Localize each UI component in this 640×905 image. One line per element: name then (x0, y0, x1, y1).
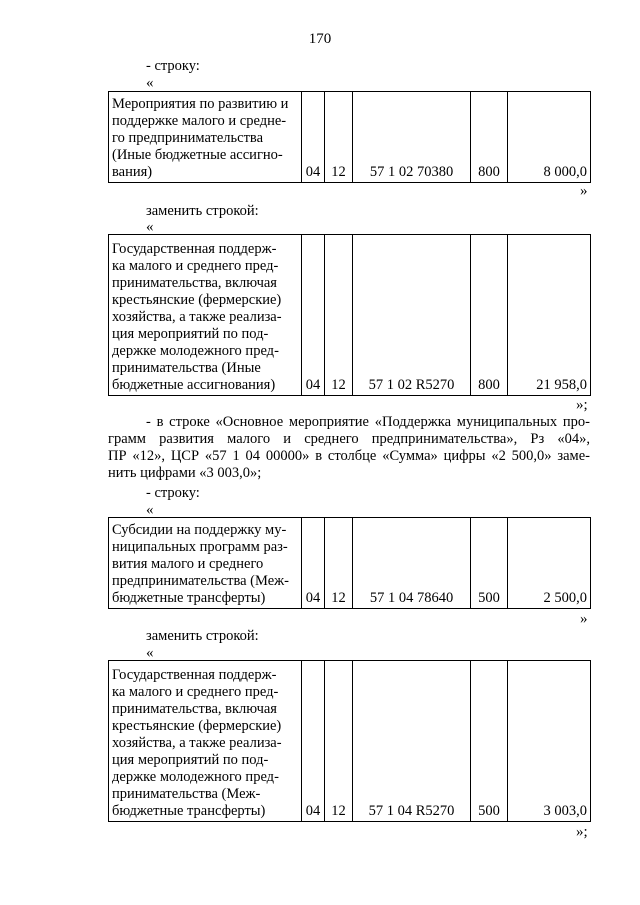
cell-vr: 500 (471, 518, 508, 609)
cell-csr: 57 1 02 70380 (353, 92, 471, 183)
cell-rz: 04 (302, 92, 325, 183)
cell-pr: 12 (325, 235, 353, 396)
replace-label: заменить строкой: (146, 203, 259, 219)
paragraph-line: нить цифрами «3 003,0»; (108, 465, 262, 481)
amendment-paragraph (108, 414, 590, 482)
replace-label: заменить строкой: (146, 628, 259, 644)
cell-pr: 12 (325, 661, 353, 822)
quote-open: « (146, 75, 154, 91)
cell-pr: 12 (325, 92, 353, 183)
budget-row-table-3 (108, 517, 591, 609)
budget-row-table-2 (108, 234, 591, 396)
cell-rz: 04 (302, 661, 325, 822)
cell-sum: 21 958,0 (508, 235, 591, 396)
row-description: Государственная поддерж- ка малого и среднего пред- принимательства, включая крестьянские (фермерские) хозяйства, а также реализа- ция мероприятий по под- держке молодежного пред- принимательства (Иные бюджетные ассигнования) (109, 235, 302, 396)
cell-sum: 2 500,0 (508, 518, 591, 609)
cell-sum: 3 003,0 (508, 661, 591, 822)
paragraph-line: - в строке «Основное мероприятие «Поддержка муниципальных про- (146, 414, 590, 430)
row-description: Государственная поддерж- ка малого и среднего пред- принимательства, включая крестьянские (фермерские) хозяйства, а также реализа- ция мероприятий по под- держке молодежного пред- принимательства (Меж- бюджетные трансферты) (109, 661, 302, 822)
quote-close: »; (576, 824, 588, 840)
row-description: Субсидии на поддержку му- ниципальных программ раз- вития малого и среднего предпринимательства (Меж- бюджетные трансферты) (109, 518, 302, 609)
cell-pr: 12 (325, 518, 353, 609)
quote-open: « (146, 502, 154, 518)
cell-vr: 800 (471, 235, 508, 396)
paragraph-line: ПР «12», ЦСР «57 1 04 00000» в столбце «Сумма» цифры «2 500,0» заме- (108, 448, 590, 464)
cell-rz: 04 (302, 518, 325, 609)
cell-vr: 500 (471, 661, 508, 822)
row-description: Мероприятия по развитию и поддержке малого и средне- го предпринимательства (Иные бюджетные ассигно- вания) (109, 92, 302, 183)
quote-close: » (580, 183, 588, 199)
cell-csr: 57 1 04 R5270 (353, 661, 471, 822)
label-line: - строку: (146, 58, 200, 74)
cell-csr: 57 1 04 78640 (353, 518, 471, 609)
paragraph-line: грамм развития малого и среднего предпринимательства», Рз «04», (108, 431, 590, 447)
cell-vr: 800 (471, 92, 508, 183)
budget-row-table-4 (108, 660, 591, 822)
quote-open: « (146, 219, 154, 235)
quote-open: « (146, 645, 154, 661)
label-line: - строку: (146, 485, 200, 501)
cell-csr: 57 1 02 R5270 (353, 235, 471, 396)
budget-row-table-1 (108, 91, 591, 183)
page-number: 170 (308, 31, 332, 47)
quote-close: »; (576, 397, 588, 413)
quote-close: » (580, 611, 588, 627)
cell-sum: 8 000,0 (508, 92, 591, 183)
cell-rz: 04 (302, 235, 325, 396)
